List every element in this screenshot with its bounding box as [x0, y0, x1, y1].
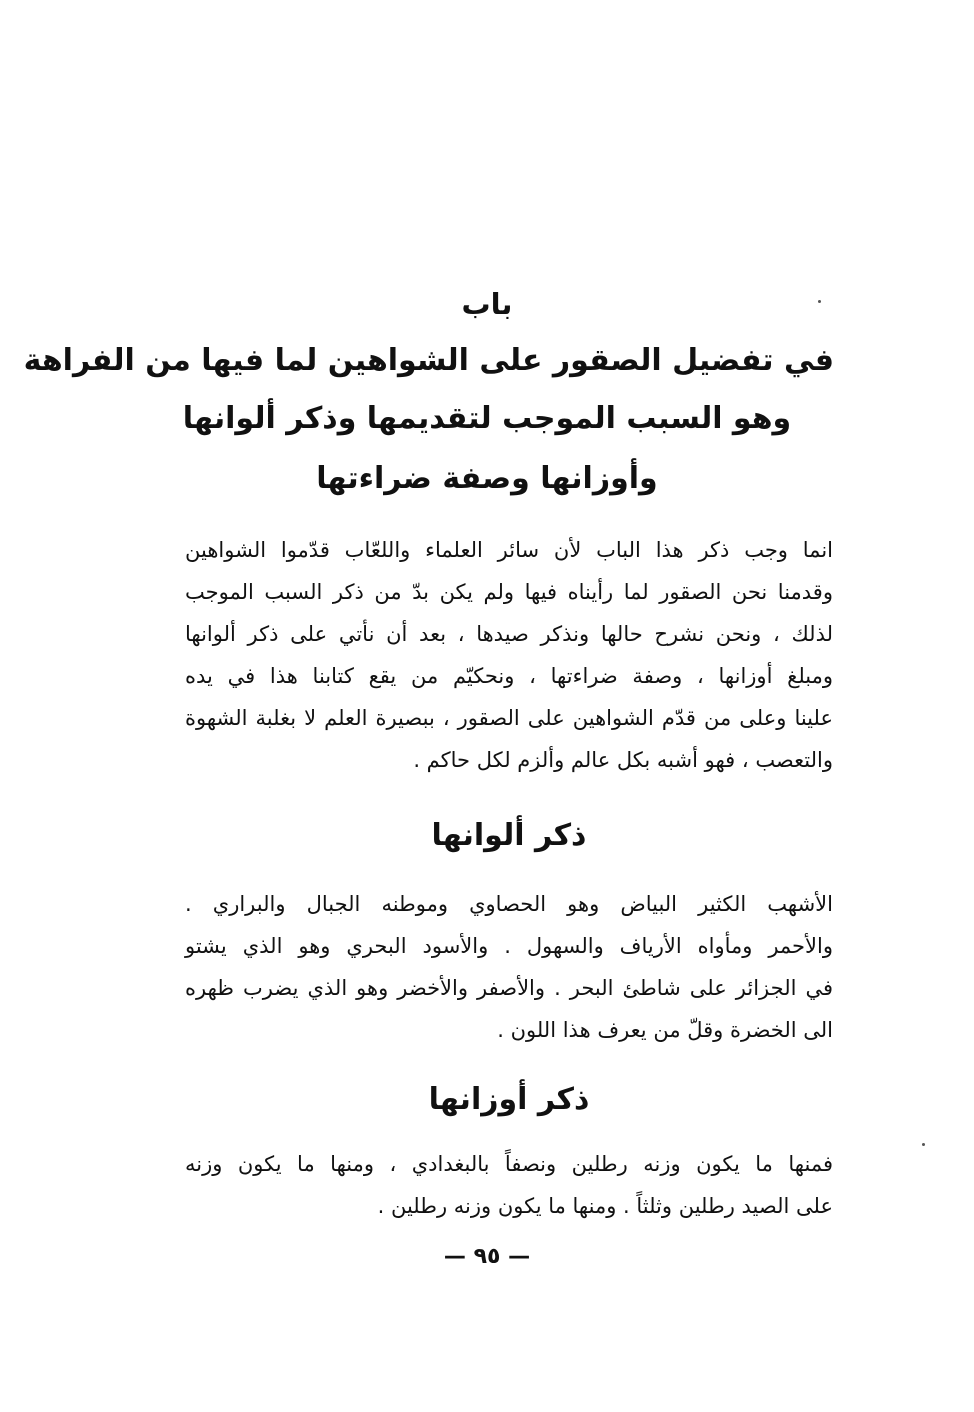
- intro-line: لذلك ، ونحن نشرح حالها ونذكر صيدها ، بعد أن نأتي على ذكر ألوانها: [185, 622, 833, 646]
- colors-line: الى الخضرة وقلّ من يعرف هذا اللون .: [497, 1018, 833, 1042]
- chapter-label: باب: [461, 287, 513, 321]
- chapter-title-line-2: وهو السبب الموجب لتقديمها وذكر ألوانها: [182, 401, 792, 436]
- intro-line: علينا وعلى من قدّم الشواهين على الصقور ، ببصيرة العلم لا بغلبة الشهوة: [185, 706, 833, 730]
- page-number: — ٩٥ —: [443, 1244, 531, 1269]
- colors-line: الأشهب الكثير البياض وهو الحصاوي وموطنه الجبال والبراري .: [185, 892, 833, 916]
- intro-line: ومبلغ أوزانها ، وصفة ضراءتها ، ونحكيّم من يقع كتابنا هذا في يده: [185, 664, 833, 688]
- scan-speck: [922, 1143, 925, 1146]
- colors-line: والأحمر ومأواه الأرياف والسهول . والأسود البحري وهو الذي يشتو: [185, 934, 833, 958]
- weights-heading: ذكر أوزانها: [428, 1082, 590, 1117]
- intro-line: والتعصب ، فهو أشبه بكل عالم وألزم لكل حاكم .: [413, 748, 833, 772]
- chapter-title-line-1: في تفضيل الصقور على الشواهين لما فيها من الفراهة: [23, 343, 834, 378]
- colors-heading: ذكر ألوانها: [431, 818, 587, 853]
- scan-speck: [818, 300, 821, 303]
- weights-line: على الصيد رطلين وثلثاً . ومنها ما يكون وزنه رطلين .: [377, 1194, 833, 1218]
- intro-line: وقدمنا نحن الصقور لما رأيناه فيها ولم يكن بدّ من ذكر السبب الموجب: [185, 580, 833, 604]
- colors-line: في الجزائر على شاطئ البحر . والأصفر والأخضر وهو الذي يضرب ظهره: [185, 976, 833, 1000]
- intro-line: انما وجب ذكر هذا الباب لأن سائر العلماء واللعّاب قدّموا الشواهين: [185, 538, 833, 562]
- weights-line: فمنها ما يكون وزنه رطلين ونصفاً بالبغدادي ، ومنها ما يكون وزنه: [185, 1152, 833, 1176]
- chapter-title-line-3: وأوزانها وصفة ضراءتها: [316, 461, 658, 496]
